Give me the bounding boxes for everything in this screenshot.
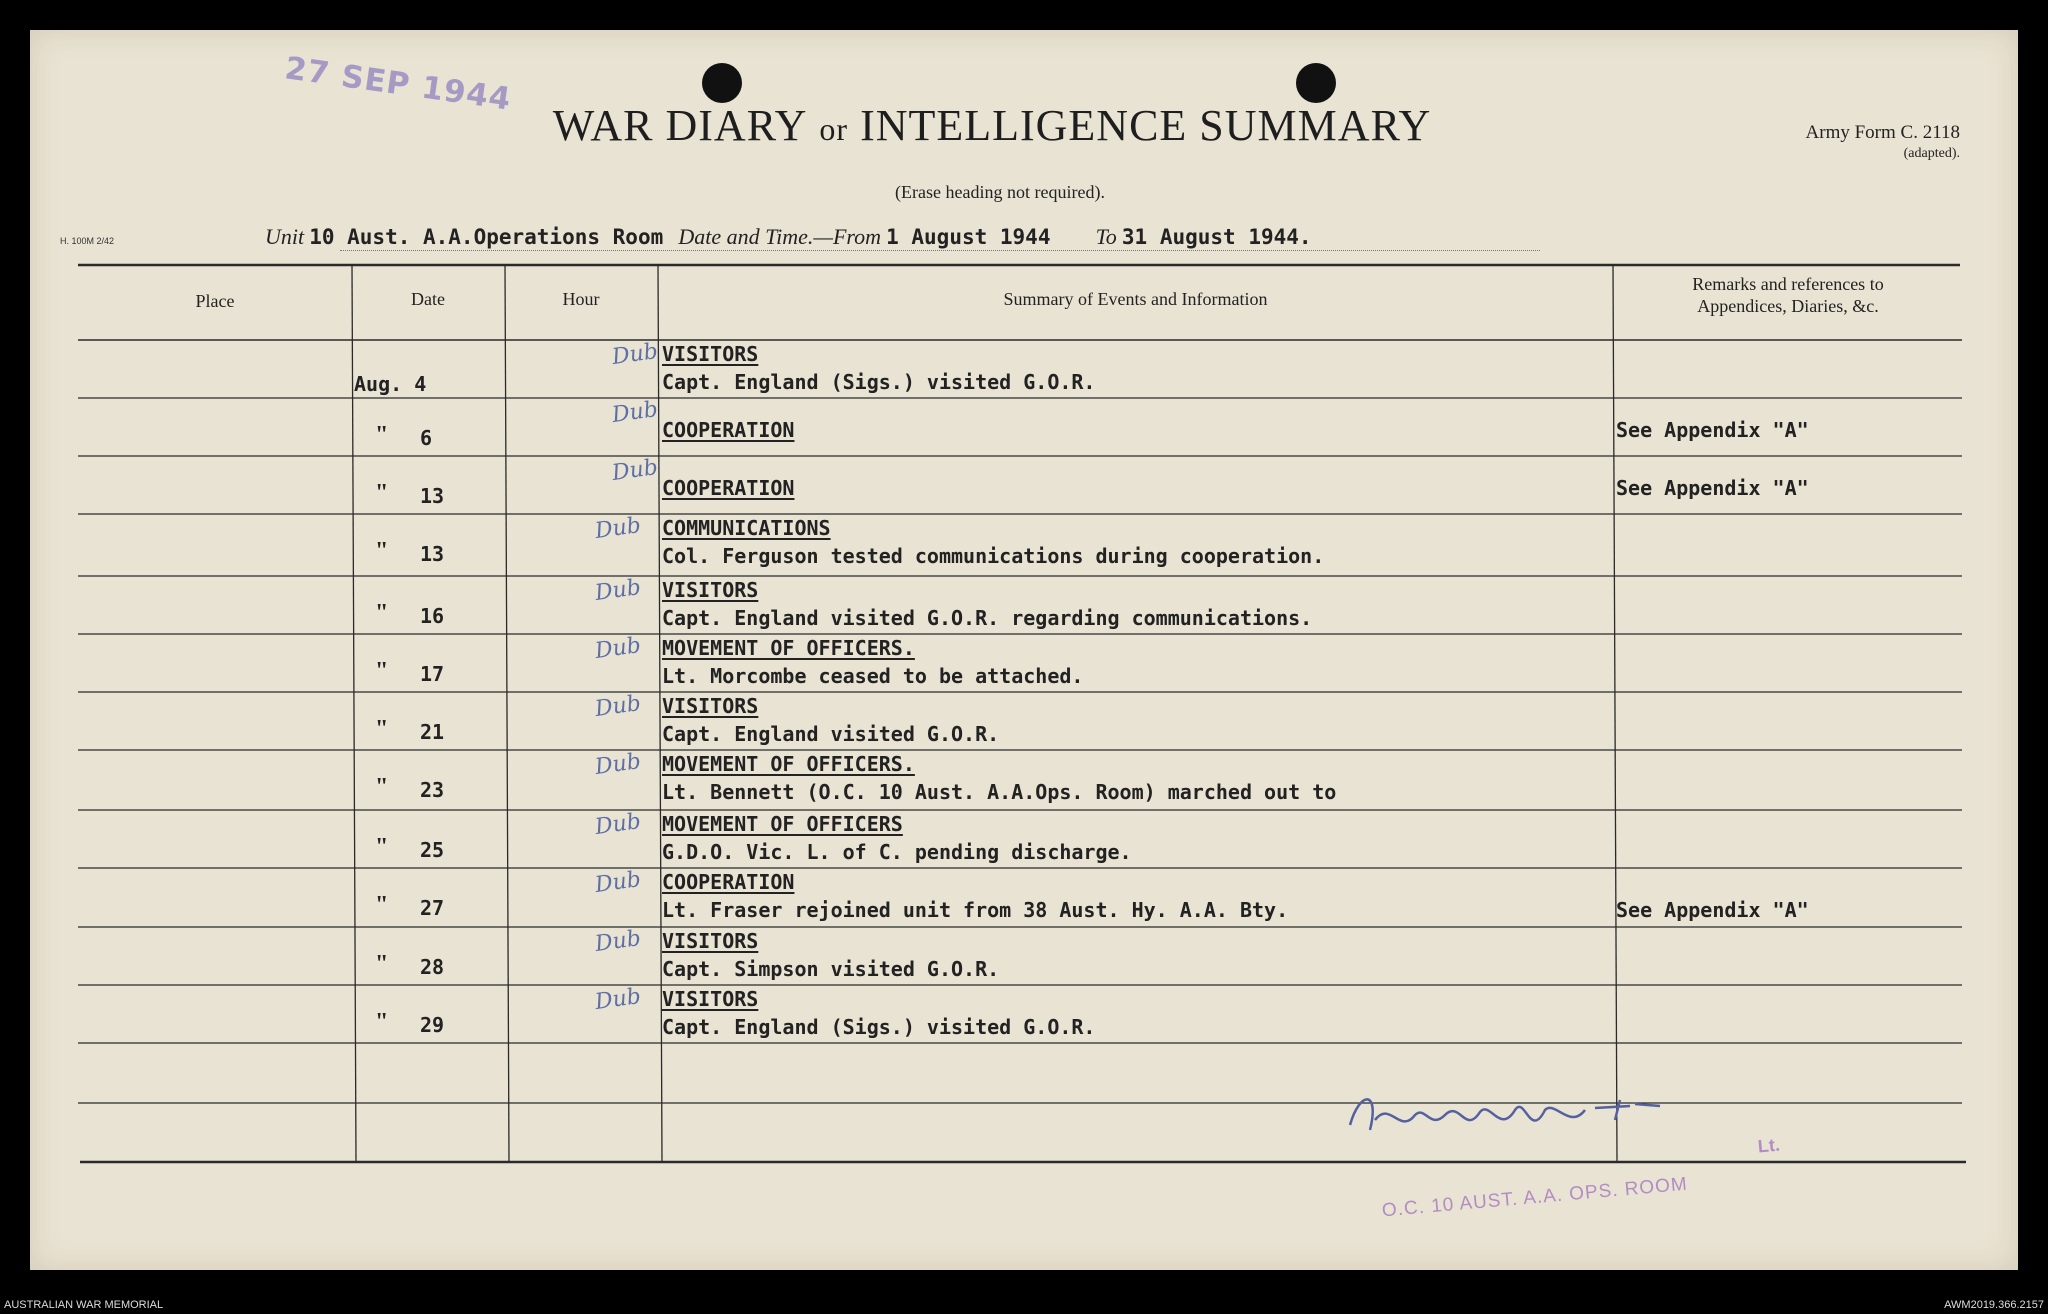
entry-text: Capt. England visited G.O.R. regarding communications. — [662, 606, 1313, 630]
entry-heading: COOPERATION — [662, 476, 795, 500]
title-or: or — [819, 111, 849, 147]
initials-handwritten: Dub — [610, 396, 660, 429]
initials-handwritten: Dub — [593, 512, 643, 545]
column-header-summary: Summary of Events and Information — [1003, 289, 1268, 309]
entry-date: 23 — [420, 778, 445, 802]
unit-label: Unit — [265, 224, 305, 249]
date-from-value: 1 August 1944 — [886, 225, 1051, 249]
entry-heading: COOPERATION — [662, 418, 795, 442]
initials-handwritten: Dub — [593, 574, 643, 607]
column-header-date: Date — [411, 289, 445, 309]
date-ditto-mark: " — [375, 1009, 389, 1035]
signature-rank: Lt. — [1757, 1134, 1781, 1157]
entry-date: 16 — [420, 604, 445, 628]
archive-caption-right: AWM2019.366.2157 — [1944, 1299, 2044, 1311]
entry-heading: MOVEMENT OF OFFICERS. — [662, 636, 915, 660]
date-ditto-mark: " — [375, 422, 389, 448]
entry-date: 29 — [420, 1013, 445, 1037]
title-intelligence-summary: INTELLIGENCE SUMMARY — [860, 101, 1432, 150]
entry-heading: VISITORS — [662, 929, 759, 953]
entry-text: Lt. Morcombe ceased to be attached. — [662, 664, 1084, 688]
entry-heading: VISITORS — [662, 987, 759, 1011]
title-war-diary: WAR DIARY — [552, 101, 808, 150]
initials-handwritten: Dub — [593, 690, 643, 723]
entry-date: Aug. 4 — [354, 372, 427, 396]
entry-text: Capt. Simpson visited G.O.R. — [662, 957, 1000, 981]
grid-line — [1613, 265, 1617, 1162]
entry-date: 6 — [420, 426, 433, 450]
date-ditto-mark: " — [375, 538, 389, 564]
entry-heading: COMMUNICATIONS — [662, 516, 831, 540]
army-form-adapted-note: (adapted). — [1903, 146, 1960, 161]
received-date-stamp: 27 SEP 1944 — [282, 50, 514, 118]
initials-handwritten: Dub — [593, 983, 643, 1016]
unit-value: 10 Aust. A.A.Operations Room — [309, 225, 664, 249]
entry-text: Col. Ferguson tested communications during cooperation. — [662, 544, 1325, 568]
date-ditto-mark: " — [375, 658, 389, 684]
entry-remarks: See Appendix "A" — [1616, 418, 1809, 442]
date-ditto-mark: " — [375, 892, 389, 918]
entry-date: 25 — [420, 838, 445, 862]
print-code: H. 100M 2/42 — [60, 236, 115, 246]
date-ditto-mark: " — [375, 716, 389, 742]
initials-handwritten: Dub — [593, 748, 643, 781]
column-header-hour: Hour — [562, 289, 600, 309]
initials-handwritten: Dub — [593, 632, 643, 665]
entry-heading: COOPERATION — [662, 870, 795, 894]
grid-line — [505, 265, 509, 1162]
archive-caption-left: AUSTRALIAN WAR MEMORIAL — [4, 1299, 164, 1311]
date-to-value: 31 August 1944. — [1121, 225, 1312, 249]
column-header-remarks — [1613, 273, 1963, 317]
entry-heading: MOVEMENT OF OFFICERS. — [662, 752, 915, 776]
entry-remarks: See Appendix "A" — [1616, 898, 1809, 922]
column-header-remarks-line1: Remarks and references to — [1692, 274, 1884, 294]
column-header-place: Place — [195, 291, 235, 311]
signature-office: O.C. 10 AUST. A.A. OPS. ROOM — [1381, 1173, 1689, 1222]
date-ditto-mark: " — [375, 480, 389, 506]
initials-handwritten: Dub — [593, 925, 643, 958]
entry-text: G.D.O. Vic. L. of C. pending discharge. — [662, 840, 1132, 864]
entry-date: 13 — [420, 484, 445, 508]
initials-handwritten: Dub — [593, 808, 643, 841]
date-to-label: To — [1095, 224, 1117, 249]
entry-text: Lt. Bennett (O.C. 10 Aust. A.A.Ops. Room) marched out to — [662, 780, 1337, 804]
initials-handwritten: Dub — [593, 866, 643, 899]
entry-date: 27 — [420, 896, 445, 920]
initials-handwritten: Dub — [610, 454, 660, 487]
date-from-label: Date and Time.—From — [678, 224, 882, 249]
entry-text: Lt. Fraser rejoined unit from 38 Aust. Hy. A.A. Bty. — [662, 898, 1289, 922]
army-form-number: Army Form C. 2118 — [1805, 122, 1960, 143]
date-ditto-mark: " — [375, 834, 389, 860]
grid-line — [352, 265, 356, 1162]
entry-text: Capt. England (Sigs.) visited G.O.R. — [662, 1015, 1096, 1039]
entry-heading: VISITORS — [662, 342, 759, 366]
entry-heading: VISITORS — [662, 578, 759, 602]
entry-text: Capt. England visited G.O.R. — [662, 722, 1000, 746]
entry-date: 13 — [420, 542, 445, 566]
entry-heading: MOVEMENT OF OFFICERS — [662, 812, 903, 836]
entry-remarks: See Appendix "A" — [1616, 476, 1809, 500]
date-ditto-mark: " — [375, 600, 389, 626]
date-ditto-mark: " — [375, 774, 389, 800]
entry-date: 17 — [420, 662, 445, 686]
entry-date: 21 — [420, 720, 445, 744]
entry-heading: VISITORS — [662, 694, 759, 718]
handwritten-signature — [1340, 1080, 1700, 1150]
initials-handwritten: Dub — [610, 338, 660, 371]
form-subtitle: (Erase heading not required). — [895, 182, 1105, 202]
entry-date: 28 — [420, 955, 445, 979]
column-header-remarks-line2: Appendices, Diaries, &c. — [1697, 296, 1879, 316]
entry-text: Capt. England (Sigs.) visited G.O.R. — [662, 370, 1096, 394]
date-ditto-mark: " — [375, 951, 389, 977]
